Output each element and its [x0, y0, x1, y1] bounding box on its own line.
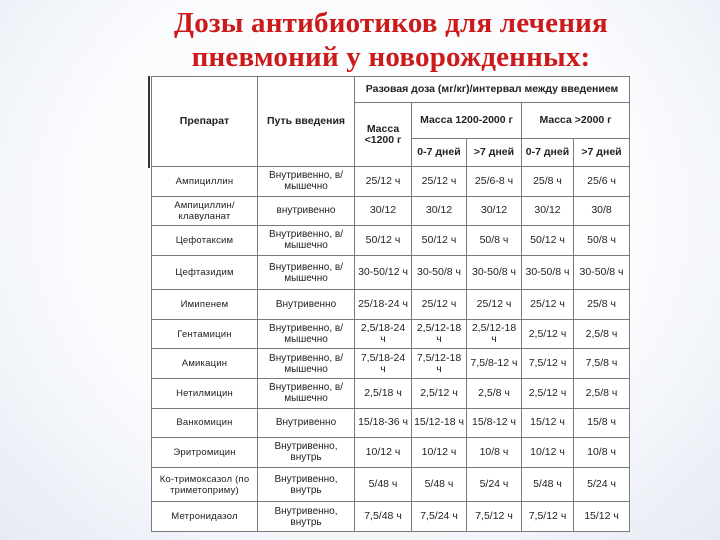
drug-cell: Ко-тримоксазол (по триметоприму) [152, 467, 258, 502]
table-row [152, 319, 630, 349]
dose-cell: 30/12 [467, 196, 522, 226]
header-mass-1200-2000: Масса 1200-2000 г [412, 103, 522, 139]
drug-cell: Эритромицин [152, 438, 258, 468]
dose-cell: 10/12 ч [522, 438, 574, 468]
dose-cell: 15/12 ч [522, 408, 574, 438]
dose-cell: 5/48 ч [355, 467, 412, 502]
dose-cell: 7,5/12 ч [522, 349, 574, 379]
dose-cell: 50/12 ч [355, 226, 412, 256]
route-cell: Внутривенно, в/мышечно [258, 319, 355, 349]
dose-cell: 15/12 ч [574, 502, 630, 532]
dose-cell: 25/18-24 ч [355, 290, 412, 320]
dose-cell: 30-50/8 ч [522, 255, 574, 290]
route-cell: Внутривенно, в/мышечно [258, 255, 355, 290]
dose-cell: 7,5/48 ч [355, 502, 412, 532]
dose-cell: 7,5/18-24 ч [355, 349, 412, 379]
drug-cell: Цефотаксим [152, 226, 258, 256]
route-cell: Внутривенно, внутрь [258, 467, 355, 502]
dose-cell: 50/8 ч [574, 226, 630, 256]
dose-cell: 10/12 ч [355, 438, 412, 468]
dose-cell: 30-50/12 ч [355, 255, 412, 290]
dose-cell: 25/12 ч [522, 290, 574, 320]
route-cell: Внутривенно, внутрь [258, 438, 355, 468]
header-dose-group: Разовая доза (мг/кг)/интервал между введением [355, 77, 630, 103]
dose-cell: 30-50/8 ч [574, 255, 630, 290]
dose-table-image [151, 76, 629, 532]
header-days-0-7: 0-7 дней [412, 139, 467, 167]
route-cell: Внутривенно, в/мышечно [258, 379, 355, 409]
header-drug: Препарат [152, 77, 258, 167]
dose-cell: 7,5/24 ч [412, 502, 467, 532]
table-row [152, 255, 630, 290]
drug-cell: Амикацин [152, 349, 258, 379]
header-route: Путь введения [258, 77, 355, 167]
dose-cell: 2,5/8 ч [467, 379, 522, 409]
dose-cell: 25/6 ч [574, 167, 630, 197]
dose-cell: 10/12 ч [412, 438, 467, 468]
header-days-0-7: 0-7 дней [522, 139, 574, 167]
table-row [152, 408, 630, 438]
dose-cell: 2,5/12 ч [522, 319, 574, 349]
table-row [152, 438, 630, 468]
title-line-1: Дозы антибиотиков для лечения [174, 7, 608, 39]
dose-cell: 5/48 ч [412, 467, 467, 502]
dose-cell: 30-50/8 ч [412, 255, 467, 290]
dose-cell: 5/48 ч [522, 467, 574, 502]
dose-cell: 2,5/8 ч [574, 379, 630, 409]
dose-cell: 2,5/12 ч [522, 379, 574, 409]
dose-cell: 50/8 ч [467, 226, 522, 256]
dose-cell: 30/12 [412, 196, 467, 226]
dose-cell: 15/12-18 ч [412, 408, 467, 438]
dose-cell: 7,5/8 ч [574, 349, 630, 379]
dose-cell: 30/12 [522, 196, 574, 226]
dose-cell: 25/6-8 ч [467, 167, 522, 197]
table-row [152, 349, 630, 379]
dose-cell: 25/8 ч [522, 167, 574, 197]
dose-cell: 7,5/12 ч [467, 502, 522, 532]
antibiotic-dose-table [151, 76, 630, 532]
header-days-gt-7: >7 дней [467, 139, 522, 167]
dose-cell: 5/24 ч [574, 467, 630, 502]
table-row [152, 502, 630, 532]
dose-cell: 2,5/12-18 ч [412, 319, 467, 349]
header-mass-gt-2000: Масса >2000 г [522, 103, 630, 139]
drug-cell: Ампициллин [152, 167, 258, 197]
route-cell: внутривенно [258, 196, 355, 226]
dose-cell: 25/12 ч [355, 167, 412, 197]
dose-cell: 30/12 [355, 196, 412, 226]
dose-cell: 7,5/12-18 ч [412, 349, 467, 379]
dose-cell: 10/8 ч [574, 438, 630, 468]
drug-cell: Метронидазол [152, 502, 258, 532]
header-mass-lt-1200: Масса <1200 г [355, 103, 412, 167]
dose-cell: 2,5/18 ч [355, 379, 412, 409]
title-line-2: пневмоний у новорожденных: [191, 41, 591, 73]
dose-cell: 25/12 ч [467, 290, 522, 320]
dose-cell: 15/18-36 ч [355, 408, 412, 438]
route-cell: Внутривенно, внутрь [258, 502, 355, 532]
drug-cell: Нетилмицин [152, 379, 258, 409]
route-cell: Внутривенно [258, 290, 355, 320]
dose-cell: 15/8-12 ч [467, 408, 522, 438]
dose-cell: 5/24 ч [467, 467, 522, 502]
dose-cell: 25/12 ч [412, 290, 467, 320]
dose-cell: 2,5/18-24 ч [355, 319, 412, 349]
table-row [152, 290, 630, 320]
dose-cell: 25/12 ч [412, 167, 467, 197]
table-row [152, 379, 630, 409]
table-row [152, 226, 630, 256]
drug-cell: Имипенем [152, 290, 258, 320]
dose-cell: 2,5/12-18 ч [467, 319, 522, 349]
dose-cell: 25/8 ч [574, 290, 630, 320]
dose-cell: 50/12 ч [522, 226, 574, 256]
route-cell: Внутривенно [258, 408, 355, 438]
dose-cell: 10/8 ч [467, 438, 522, 468]
table-row [152, 467, 630, 502]
table-row [152, 167, 630, 197]
route-cell: Внутривенно, в/мышечно [258, 167, 355, 197]
dose-cell: 30/8 [574, 196, 630, 226]
dose-cell: 15/8 ч [574, 408, 630, 438]
dose-cell: 2,5/12 ч [412, 379, 467, 409]
route-cell: Внутривенно, в/мышечно [258, 349, 355, 379]
table-row [152, 196, 630, 226]
dose-cell: 30-50/8 ч [467, 255, 522, 290]
dose-cell: 50/12 ч [412, 226, 467, 256]
table-left-edge [148, 76, 150, 168]
drug-cell: Ванкомицин [152, 408, 258, 438]
drug-cell: Гентамицин [152, 319, 258, 349]
drug-cell: Ампициллин/ клавуланат [152, 196, 258, 226]
header-days-gt-7: >7 дней [574, 139, 630, 167]
dose-cell: 7,5/8-12 ч [467, 349, 522, 379]
dose-cell: 7,5/12 ч [522, 502, 574, 532]
slide-title [0, 6, 720, 74]
dose-cell: 2,5/8 ч [574, 319, 630, 349]
route-cell: Внутривенно, в/мышечно [258, 226, 355, 256]
drug-cell: Цефтазидим [152, 255, 258, 290]
